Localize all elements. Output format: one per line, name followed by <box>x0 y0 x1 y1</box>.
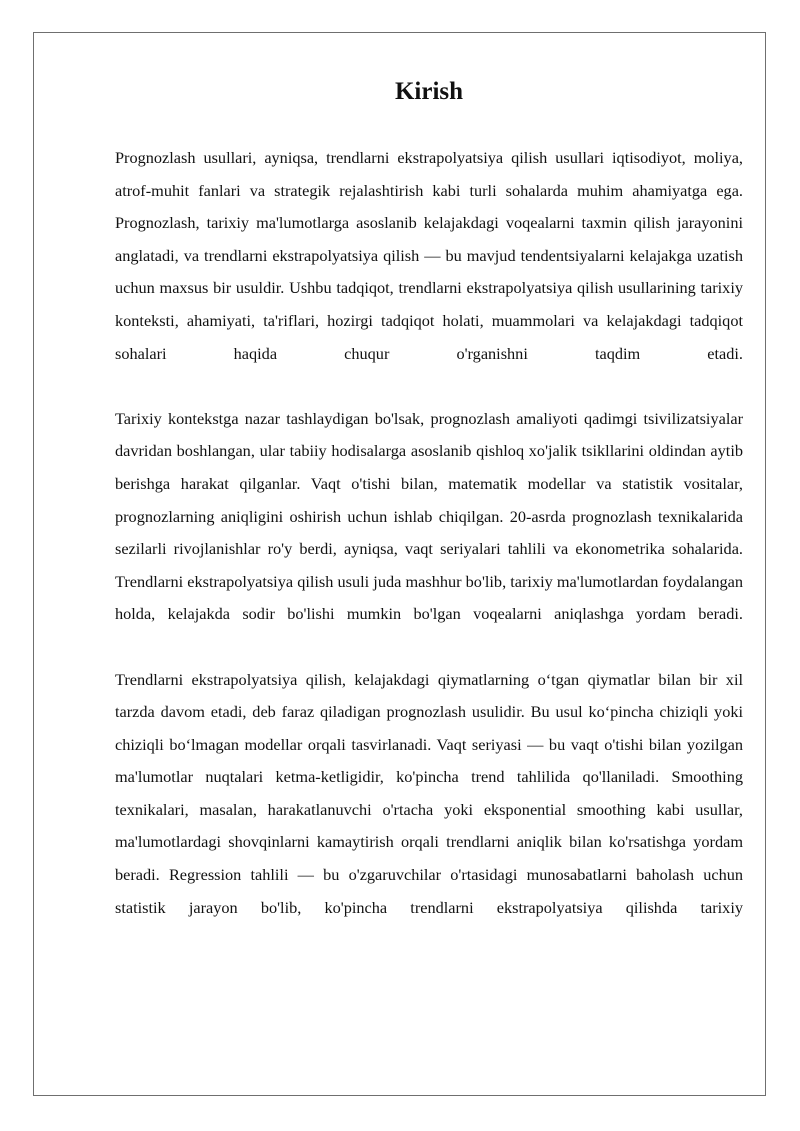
paragraph-1: Prognozlash usullari, ayniqsa, trendlarni ekstrapolyatsiya qilish usullari iqtisodiyot, moliya, atrof-muhit fanlari va strategik rejalashtirish kabi turli sohalarda muhim ahamiyatga ega. Prognozlash, tarixiy ma'lumotlarga asoslanib kelajakdagi voqealarni taxmin qilish jarayonini anglatadi, va trendlarni ekstrapolyatsiya qilish — bu mavjud tendentsiyalarni kelajakga uzatish uchun maxsus bir usuldir. Ushbu tadqiqot, trendlarni ekstrapolyatsiya qilish usullarining tarixiy konteksti, ahamiyati, ta'riflari, hozirgi tadqiqot holati, muammolari va kelajakdagi tadqiqot sohalari haqida chuqur o'rganishni taqdim etadi. <box>115 148 743 363</box>
paragraph-3: Trendlarni ekstrapolyatsiya qilish, kelajakdagi qiymatlarning o‘tgan qiymatlar bilan bir xil tarzda davom etadi, deb faraz qiladigan prognozlash usulidir. Bu usul ko‘pincha chiziqli yoki chiziqli bo‘lmagan modellar orqali tasvirlanadi. Vaqt seriyasi — bu vaqt o'tishi bilan yozilgan ma'lumotlar nuqtalari ketma-ketligidir, ko'pincha trend tahlilida qo'llaniladi. Smoothing texnikalari, masalan, harakatlanuvchi o'rtacha yoki eksponential smoothing kabi usullar, ma'lumotlardagi shovqinlarni kamaytirish orqali trendlarni aniqlik bilan ko'rsatishga yordam beradi. Regression tahlili — bu o'zgaruvchilar o'rtasidagi munosabatlarni baholash uchun statistik jarayon bo'lib, ko'pincha trendlarni ekstrapolyatsiya qilishda tarixiy <box>115 669 743 917</box>
document-body <box>115 142 743 924</box>
page-title: Kirish <box>394 78 464 105</box>
paragraph-2: Tarixiy kontekstga nazar tashlaydigan bo'lsak, prognozlash amaliyoti qadimgi tsivilizatsiyalar davridan boshlangan, ular tabiiy hodisalarga asoslanib qishloq xo'jalik tsikllarini oldindan aytib berishga harakat qilganlar. Vaqt o'tishi bilan, matematik modellar va statistik vositalar, prognozlarning aniqligini oshirish uchun ishlab chiqilgan. 20-asrda prognozlash texnikalarida sezilarli rivojlanishlar ro'y berdi, ayniqsa, vaqt seriyalari tahlili va ekonometrika sohalarida. Trendlarni ekstrapolyatsiya qilish usuli juda mashhur bo'lib, tarixiy ma'lumotlardan foydalangan holda, kelajakda sodir bo'lishi mumkin bo'lgan voqealarni aniqlashga yordam beradi. <box>115 408 743 624</box>
